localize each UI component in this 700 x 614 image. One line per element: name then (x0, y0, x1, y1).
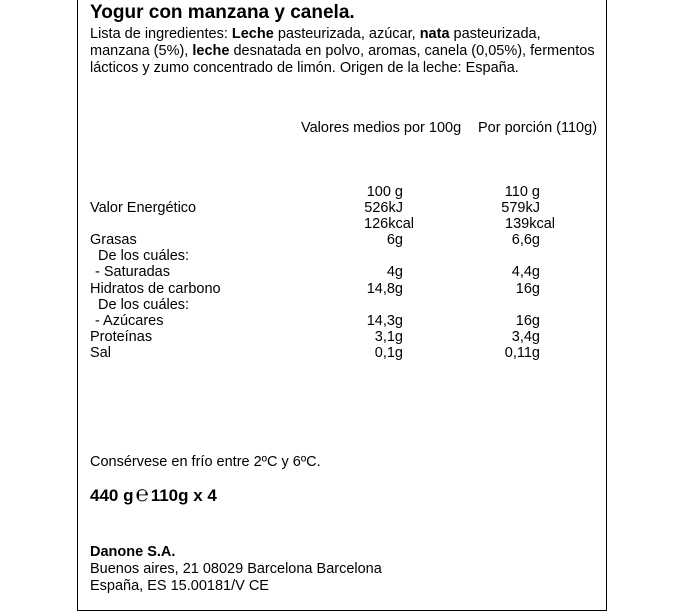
ingredient-text: pasteurizada, manzana (5%), (90, 26, 541, 59)
energy-kcal-portion: 139kcal (505, 216, 555, 232)
net-packs: 110g x 4 (150, 486, 217, 505)
salt-portion: 0,11g (504, 345, 540, 361)
fat-portion: 6,6g (511, 232, 540, 248)
ingredient-text: desnatada en polvo, aromas, canela (0,05%), fermentos lácticos y zumo concentrado de limón. Origen de la leche: España. (90, 43, 595, 76)
protein-label: Proteínas (90, 329, 153, 345)
amount-portion: 110 g (504, 184, 540, 200)
ingredient-allergen: Leche (231, 26, 274, 42)
amount-100: 100 g (366, 184, 403, 200)
of-which-label: De los cuáles: (98, 297, 190, 313)
ingredient-allergen: leche (192, 43, 230, 59)
saturated-100: 4g (386, 264, 403, 280)
sugars-label: - Azúcares (95, 313, 164, 329)
salt-100: 0,1g (374, 345, 403, 361)
ingredient-text: pasteurizada, azúcar, (273, 26, 420, 42)
fat-100: 6g (386, 232, 403, 248)
product-title: Yogur con manzana y canela. (90, 2, 355, 23)
net-quantity (90, 481, 217, 506)
header-per-100g: Valores medios por 100g (301, 120, 462, 136)
storage-instructions: Consérvese en frío entre 2ºC y 6ºC. (90, 454, 321, 470)
salt-label: Sal (90, 345, 111, 361)
of-which-label: De los cuáles: (98, 248, 190, 264)
company-address: Buenos aires, 21 08029 Barcelona Barcelona (90, 561, 382, 577)
protein-portion: 3,4g (511, 329, 540, 345)
carbs-portion: 16g (515, 281, 540, 297)
header-per-portion: Por porción (110g) (478, 120, 598, 136)
carbs-label: Hidratos de carbono (90, 281, 221, 297)
fat-label: Grasas (90, 232, 137, 248)
company-registry: España, ES 15.00181/V CE (90, 578, 269, 594)
carbs-100: 14,8g (366, 281, 403, 297)
protein-100: 3,1g (374, 329, 403, 345)
ingredient-text: Lista de ingredientes: (90, 26, 232, 42)
energy-kcal-100: 126kcal (364, 216, 414, 232)
sugars-portion: 16g (515, 313, 540, 329)
energy-kj-portion: 579kJ (501, 200, 540, 216)
energy-label: Valor Energético (90, 200, 197, 216)
estimated-sign-icon: ℮ (135, 481, 149, 506)
saturated-portion: 4,4g (511, 264, 540, 280)
sugars-100: 14,3g (366, 313, 403, 329)
company-name: Danone S.A. (90, 544, 176, 560)
energy-kj-100: 526kJ (364, 200, 403, 216)
ingredient-allergen: nata (419, 26, 450, 42)
net-total: 440 g (90, 486, 134, 505)
saturated-label: - Saturadas (95, 264, 170, 280)
ingredients-list (90, 26, 595, 77)
